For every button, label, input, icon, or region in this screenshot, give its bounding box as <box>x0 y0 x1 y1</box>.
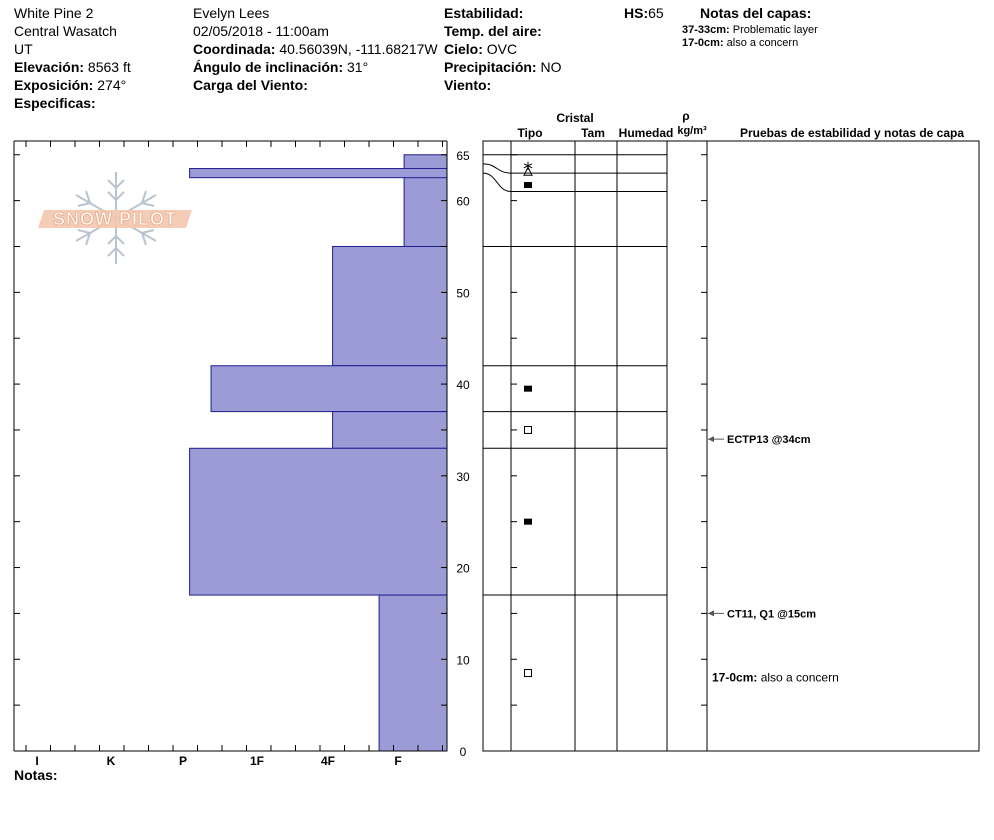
hardness-bar <box>379 595 447 751</box>
state-name: UT <box>14 41 33 57</box>
layer-comment-text: also a concern <box>757 670 839 685</box>
stellar-crystal-icon <box>524 162 532 170</box>
stability-test-label: ECTP13 @34cm <box>727 434 811 447</box>
depth-tick-label: 20 <box>456 561 470 576</box>
hardness-tick-label: F <box>394 754 402 768</box>
header-rho: ρ <box>682 109 690 123</box>
depth-tick-label: 60 <box>456 194 470 209</box>
header-density-unit: kg/m³ <box>677 125 707 137</box>
layer-connector <box>483 173 511 191</box>
snowpilot-logo <box>38 172 192 264</box>
precip-label: Precipitación: <box>444 59 537 75</box>
precip-value: NO <box>540 59 562 75</box>
layer-comment-range: 17-0cm: <box>712 670 758 685</box>
test-arrow-head <box>708 436 714 442</box>
range-name: Central Wasatch <box>14 23 117 39</box>
hs-label: HS: <box>624 5 649 21</box>
logo-text: SNOW PILOT <box>53 209 177 229</box>
faceted-crystal-icon <box>525 426 532 433</box>
test-arrow-head <box>708 610 714 616</box>
stability-label: Estabilidad: <box>444 5 524 21</box>
aspect-value: 274° <box>97 77 127 93</box>
header-tests: Pruebas de estabilidad y notas de capa <box>739 126 965 140</box>
hardness-bars <box>190 155 447 751</box>
wind-label: Viento: <box>444 77 492 93</box>
depth-tick-label: 0 <box>459 745 467 759</box>
depth-tick-label: 10 <box>456 653 470 668</box>
location-name: White Pine 2 <box>14 5 94 21</box>
coord-value: 40.56039N, -111.68217W <box>279 41 438 57</box>
depth-tick-label: 40 <box>456 378 470 393</box>
wind-load-label: Carga del Viento: <box>193 77 308 93</box>
slope-value: 31° <box>347 59 369 75</box>
layer-table-headers <box>517 109 964 140</box>
hardness-tick-label: 1F <box>249 754 265 768</box>
hardness-tick-label: P <box>178 754 188 768</box>
rounded-grain-icon <box>524 182 532 188</box>
depth-tick-label: 65 <box>456 148 470 163</box>
grain-symbols <box>524 162 532 677</box>
observer-name: Evelyn Lees <box>193 5 270 21</box>
depth-tick-label: 50 <box>456 286 470 301</box>
hs-value: 65 <box>648 5 664 21</box>
header-moisture: Humedad <box>618 126 674 140</box>
hardness-bar <box>190 448 447 595</box>
hardness-bar <box>211 366 447 412</box>
layer-note: 37-33cm: Problematic layer <box>682 24 818 36</box>
stability-tests <box>708 434 839 684</box>
notes-label: Notas: <box>14 767 58 783</box>
hardness-bar <box>333 412 447 449</box>
hardness-tick-label: K <box>106 754 116 768</box>
hardness-tick-label: 4F <box>320 754 336 768</box>
air-temp-label: Temp. del aire: <box>444 23 542 39</box>
aspect-label: Exposición: <box>14 77 94 93</box>
layer-notes-title: Notas del capas: <box>700 5 812 21</box>
rounded-grain-icon <box>524 519 532 525</box>
depth-tick-label: 30 <box>456 469 470 484</box>
hardness-bar <box>333 246 447 365</box>
elevation-label: Elevación: <box>14 59 85 75</box>
sky-value: OVC <box>486 41 518 57</box>
hardness-bar <box>190 169 447 178</box>
elevation-value: 8563 ft <box>87 59 131 75</box>
specifics-label: Especificas: <box>14 95 96 111</box>
header-type: Tipo <box>517 126 543 140</box>
stability-test-label: CT11, Q1 @15cm <box>727 608 816 621</box>
layer-note: 17-0cm: also a concern <box>682 37 799 49</box>
sky-label: Cielo: <box>444 41 483 57</box>
hardness-tick-label: I <box>35 754 39 768</box>
header-size: Tam <box>581 126 605 140</box>
layer-connector <box>483 164 511 173</box>
slope-label: Ángulo de inclinación: <box>193 59 344 75</box>
coord-label: Coordinada: <box>193 41 276 57</box>
header-crystal: Cristal <box>556 111 594 125</box>
faceted-crystal-icon <box>525 670 532 677</box>
rounded-grain-icon <box>524 386 532 392</box>
layer-comment <box>712 671 839 685</box>
datetime: 02/05/2018 - 11:00am <box>193 23 329 39</box>
